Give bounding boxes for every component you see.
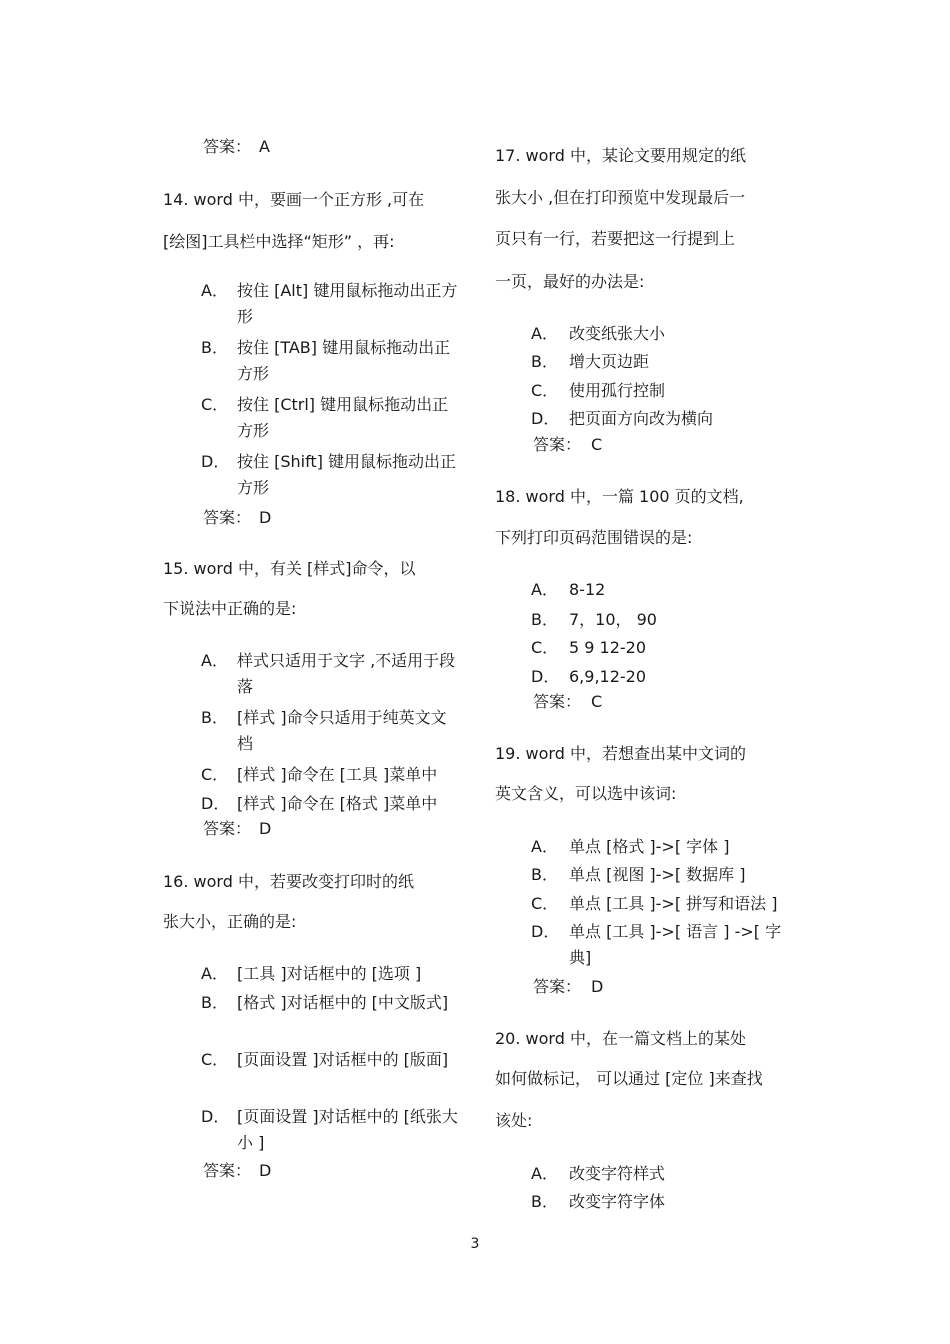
answer-value: A (259, 137, 270, 156)
option-letter: A． (531, 837, 558, 856)
question-text: 16. word 中，若要改变打印时的纸 (163, 872, 414, 891)
question-text: 如何做标记， 可以通过 [定位 ]来查找 (495, 1069, 763, 1088)
question-text: 下说法中正确的是: (163, 599, 297, 618)
option-text: 改变字符样式 (569, 1164, 666, 1183)
option-text: [格式 ]对话框中的 [中文版式] (237, 993, 449, 1012)
question-text: [绘图]工具栏中选择“矩形” ，再: (163, 232, 395, 251)
answer-label: 答案： (533, 977, 582, 996)
option-text: 单点 [视图 ]->[ 数据库 ] (569, 865, 746, 884)
option-letter: C． (201, 765, 229, 784)
answer-label: 答案： (533, 435, 582, 454)
option-letter: C． (201, 395, 229, 414)
option-letter: B． (201, 338, 228, 357)
answer-label: 答案： (203, 137, 252, 156)
question-text: 14. word 中，要画一个正方形 ,可在 (163, 190, 425, 209)
option-letter: D． (201, 1107, 230, 1126)
option-text: 8-12 (569, 580, 606, 599)
answer-value: D (591, 977, 604, 996)
option-letter: B． (201, 708, 228, 727)
option-text: 按住 [TAB] 键用鼠标拖动出正方形 (237, 338, 451, 383)
option-letter: B． (531, 865, 558, 884)
option-text: 单点 [工具 ]->[ 语言 ] ->[ 字典] (569, 922, 782, 967)
option-text: 按住 [Ctrl] 键用鼠标拖动出正方形 (237, 395, 449, 440)
option-text: [页面设置 ]对话框中的 [版面] (237, 1050, 449, 1069)
answer-value: C (591, 435, 603, 454)
answer-label: 答案： (203, 1161, 252, 1180)
option-letter: A． (531, 580, 558, 599)
option-text: 单点 [格式 ]->[ 字体 ] (569, 837, 730, 856)
answer-value: D (259, 1161, 272, 1180)
question-text: 张大小 ,但在打印预览中发现最后一 (495, 188, 746, 207)
option-letter: D． (201, 452, 230, 471)
question-text: 下列打印页码范围错误的是: (495, 528, 693, 547)
option-text: 7，10， 90 (569, 610, 657, 629)
option-letter: B． (531, 352, 558, 371)
option-text: 增大页边距 (569, 352, 650, 371)
option-letter: D． (531, 409, 560, 428)
answer-value: C (591, 692, 603, 711)
option-letter: B． (201, 993, 228, 1012)
question-text: 英文含义，可以选中该词: (495, 784, 677, 803)
option-letter: A． (531, 324, 558, 343)
option-letter: A． (201, 964, 228, 983)
question-text: 18. word 中，一篇 100 页的文档, (495, 487, 744, 506)
option-text: [页面设置 ]对话框中的 [纸张大小 ] (237, 1107, 458, 1152)
question-text: 20. word 中，在一篇文档上的某处 (495, 1029, 746, 1048)
question-text: 一页，最好的办法是: (495, 272, 645, 291)
option-text: 按住 [Alt] 键用鼠标拖动出正方形 (237, 281, 458, 326)
option-letter: A． (201, 651, 228, 670)
option-letter: D． (531, 667, 560, 686)
option-text: 把页面方向改为横向 (569, 409, 714, 428)
option-text: 单点 [工具 ]->[ 拼写和语法 ] (569, 894, 778, 913)
answer-value: D (259, 508, 272, 527)
option-letter: C． (531, 381, 559, 400)
option-letter: A． (531, 1164, 558, 1183)
answer-value: D (259, 819, 272, 838)
answer-label: 答案： (533, 692, 582, 711)
question-text: 15. word 中，有关 [样式]命令，以 (163, 559, 416, 578)
option-text: 5 9 12-20 (569, 638, 647, 657)
question-text: 19. word 中，若想查出某中文词的 (495, 744, 746, 763)
option-text: 改变纸张大小 (569, 324, 666, 343)
question-text: 张大小，正确的是: (163, 912, 297, 931)
option-letter: B． (531, 1192, 558, 1211)
option-letter: D． (531, 922, 560, 941)
option-text: 样式只适用于文字 ,不适用于段落 (237, 651, 456, 696)
answer-label: 答案： (203, 819, 252, 838)
option-letter: D． (201, 794, 230, 813)
question-text: 页只有一行，若要把这一行提到上 (495, 229, 736, 248)
option-text: 使用孤行控制 (569, 381, 666, 400)
option-letter: B． (531, 610, 558, 629)
option-text: [样式 ]命令在 [工具 ]菜单中 (237, 765, 438, 784)
answer-label: 答案： (203, 508, 252, 527)
option-text: [工具 ]对话框中的 [选项 ] (237, 964, 422, 983)
option-letter: C． (201, 1050, 229, 1069)
option-text: [样式 ]命令在 [格式 ]菜单中 (237, 794, 438, 813)
option-letter: A． (201, 281, 228, 300)
option-letter: C． (531, 894, 559, 913)
option-letter: C． (531, 638, 559, 657)
question-text: 17. word 中，某论文要用规定的纸 (495, 146, 746, 165)
question-text: 该处: (495, 1111, 533, 1130)
page-number: 3 (470, 1236, 480, 1252)
option-text: 改变字符字体 (569, 1192, 666, 1211)
option-text: 按住 [Shift] 键用鼠标拖动出正方形 (237, 452, 457, 497)
option-text: 6,9,12-20 (569, 667, 647, 686)
option-text: [样式 ]命令只适用于纯英文文档 (237, 708, 447, 753)
